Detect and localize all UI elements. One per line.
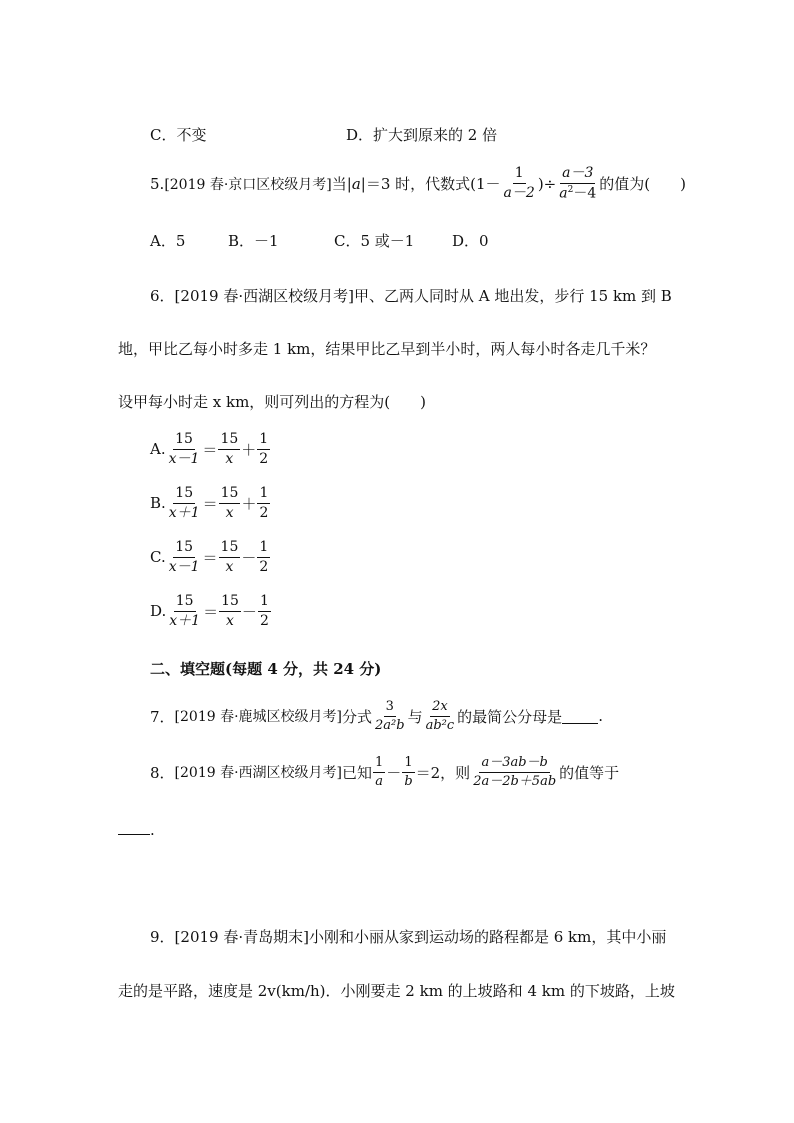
q6-line-1: 6．[2019 春·西湖区校级月考]甲、乙两人同时从 A 地出发，步行 15 km 到 B <box>150 287 672 305</box>
q5-source-tag: [2019 春·京口区校级月考] <box>164 176 332 193</box>
q8-answer-blank[interactable] <box>118 820 150 835</box>
q5-text-b: |＝3 时，代数式(1－ <box>360 175 501 194</box>
q7-fraction-2: $\frac{2x}{\text{ab²c}}$ <box>425 699 455 733</box>
q8-fraction-3: $\frac{a-3ab-b}{2a-2b+5ab}$ <box>473 755 557 789</box>
q8-number: 8． <box>150 763 175 782</box>
q6c-frac-3: $\frac{1}{2}$ <box>259 539 269 575</box>
q6b-frac-3: $\frac{1}{2}$ <box>259 485 269 521</box>
q5-number: 5. <box>150 174 165 193</box>
q6-option-b: B. $\frac{15}{x+1}$ ＝ $\frac{15}{x}$ ＋ $\frac{1}{2}$ <box>150 485 269 521</box>
q6d-frac-1: $\frac{15}{x+1}$ <box>169 593 201 629</box>
q6a-frac-2: $\frac{15}{x}$ <box>220 431 239 467</box>
question-8: 8． [2019 春·西湖区校级月考] 已知 $\frac{1}{a}$ － $\frac{1}{b}$ ＝2，则 $\frac{a-3ab-b}{2a-2b+5ab}$ 的值等于 <box>150 755 620 789</box>
q5-option-b: B．－1 <box>228 232 279 250</box>
q5-option-d: D．0 <box>452 232 489 250</box>
q6d-frac-3: $\frac{1}{2}$ <box>259 593 269 629</box>
q7-number: 7． <box>150 707 175 726</box>
q6d-frac-2: $\frac{15}{x}$ <box>221 593 239 629</box>
q6-line-2: 地，甲比乙每小时多走 1 km，结果甲比乙早到半小时，两人每小时各走几千米？ <box>118 340 656 358</box>
q8-source-tag: [2019 春·西湖区校级月考] <box>174 765 342 782</box>
q8-answer-line: . <box>118 820 155 839</box>
q9-line-2: 走的是平路，速度是 2v(km/h)．小刚要走 2 km 的上坡路和 4 km 的下坡路，上坡 <box>118 982 675 1000</box>
question-5 <box>150 166 686 201</box>
q6-option-d: D. $\frac{15}{x+1}$ ＝ $\frac{15}{x}$ － $\frac{1}{2}$ <box>150 593 269 629</box>
q7-fraction-1: $\frac{3}{\text{2a²b}}$ <box>375 699 405 733</box>
q5-fraction-1: $\frac{1}{a-2}$ <box>503 165 535 202</box>
q5-text-a: 当| <box>331 175 352 194</box>
q6c-frac-2: $\frac{15}{x}$ <box>220 539 239 575</box>
q6b-frac-2: $\frac{15}{x}$ <box>220 485 239 521</box>
q6-line-3: 设甲每小时走 x km，则可列出的方程为( ) <box>118 393 427 411</box>
q6-option-a: A. $\frac{15}{x-1}$ ＝ $\frac{15}{x}$ ＋ $\frac{1}{2}$ <box>150 431 269 467</box>
q7-source-tag: [2019 春·鹿城区校级月考] <box>174 709 342 726</box>
section-heading-fill-blank: 二、填空题(每题 4 分，共 24 分) <box>150 660 382 678</box>
q6c-frac-1: $\frac{15}{x-1}$ <box>168 539 200 575</box>
q4-option-c: C．不变 <box>150 126 207 144</box>
q4-option-d: D．扩大到原来的 2 倍 <box>346 126 498 144</box>
q6a-frac-3: $\frac{1}{2}$ <box>259 431 269 467</box>
q5-operator: )÷ <box>537 174 557 193</box>
question-7: 7． [2019 春·鹿城区校级月考] 分式 $\frac{3}{\text{2a²b}}$ 与 $\frac{2x}{\text{ab²c}}$ 的最简公分母是 . <box>150 699 603 733</box>
q5-option-a: A．5 <box>150 232 186 250</box>
q8-fraction-2: $\frac{1}{b}$ <box>404 755 413 789</box>
q6b-frac-1: $\frac{15}{x+1}$ <box>168 485 200 521</box>
q5-option-c: C．5 或－1 <box>334 232 415 250</box>
q7-answer-blank[interactable] <box>562 709 598 724</box>
q9-line-1: 9．[2019 春·青岛期末]小刚和小丽从家到运动场的路程都是 6 km，其中小丽 <box>150 928 667 946</box>
q8-fraction-1: $\frac{1}{a}$ <box>375 755 384 789</box>
q6-option-c: C. $\frac{15}{x-1}$ ＝ $\frac{15}{x}$ － $\frac{1}{2}$ <box>150 539 269 575</box>
q5-fraction-2: $\frac{a-3}{a^2-4}$ <box>559 165 597 202</box>
q5-text-c: 的值为( ) <box>599 175 686 194</box>
q6a-frac-1: $\frac{15}{x-1}$ <box>168 431 200 467</box>
q5-var-a: a <box>351 174 361 193</box>
